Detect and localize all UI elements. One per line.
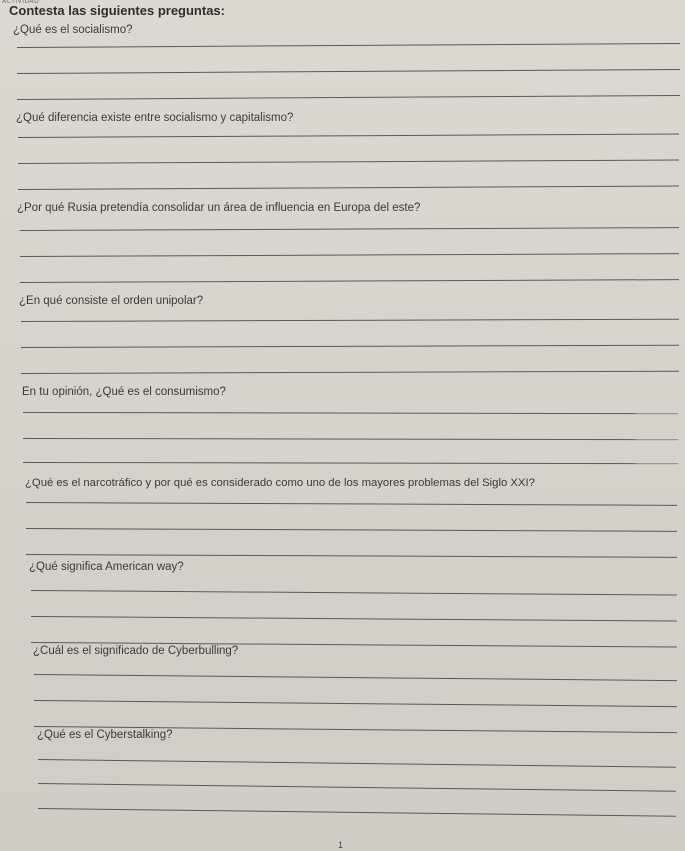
answer-line[interactable] xyxy=(34,700,677,707)
answer-line[interactable] xyxy=(17,95,680,100)
answer-line[interactable] xyxy=(20,253,679,257)
answer-line[interactable] xyxy=(21,319,679,322)
answer-line[interactable] xyxy=(21,345,679,348)
answer-line[interactable] xyxy=(26,528,677,532)
answer-line[interactable] xyxy=(38,759,676,768)
question-7: ¿Qué significa American way? xyxy=(29,561,184,573)
answer-line[interactable] xyxy=(17,43,680,48)
answer-line[interactable] xyxy=(18,134,679,138)
answer-line[interactable] xyxy=(26,554,677,558)
answer-line[interactable] xyxy=(21,371,679,374)
answer-line[interactable] xyxy=(20,279,679,283)
question-4: ¿En qué consiste el orden unipolar? xyxy=(19,295,204,307)
answer-line[interactable] xyxy=(23,438,678,440)
answer-line[interactable] xyxy=(31,616,677,622)
answer-line[interactable] xyxy=(34,674,677,681)
answer-line[interactable] xyxy=(17,69,680,74)
question-9: ¿Qué es el Cyberstalking? xyxy=(37,729,173,741)
answer-line[interactable] xyxy=(23,412,678,414)
question-8: ¿Cuál es el significado de Cyberbulling? xyxy=(33,645,239,657)
question-2: ¿Qué diferencia existe entre socialismo y capitalismo? xyxy=(16,112,294,124)
answer-line[interactable] xyxy=(38,783,676,792)
answer-line[interactable] xyxy=(18,186,679,190)
question-6: ¿Qué es el narcotráfico y por qué es considerado como uno de los mayores problemas del Siglo XXI? xyxy=(25,477,535,489)
answer-line[interactable] xyxy=(38,808,676,817)
answer-line[interactable] xyxy=(26,502,677,506)
question-5: En tu opinión, ¿Qué es el consumismo? xyxy=(22,386,226,398)
answer-line[interactable] xyxy=(23,462,678,464)
question-1: ¿Qué es el socialismo? xyxy=(13,24,133,36)
answer-line[interactable] xyxy=(18,160,679,164)
page-title: Contesta las siguientes preguntas: xyxy=(9,3,225,18)
answer-line[interactable] xyxy=(31,590,677,596)
answer-line[interactable] xyxy=(20,227,679,231)
question-3: ¿Por qué Rusia pretendía consolidar un área de influencia en Europa del este? xyxy=(17,202,421,214)
header-mark: ACTIVIDAD xyxy=(2,0,40,5)
page-number: 1 xyxy=(338,840,344,850)
